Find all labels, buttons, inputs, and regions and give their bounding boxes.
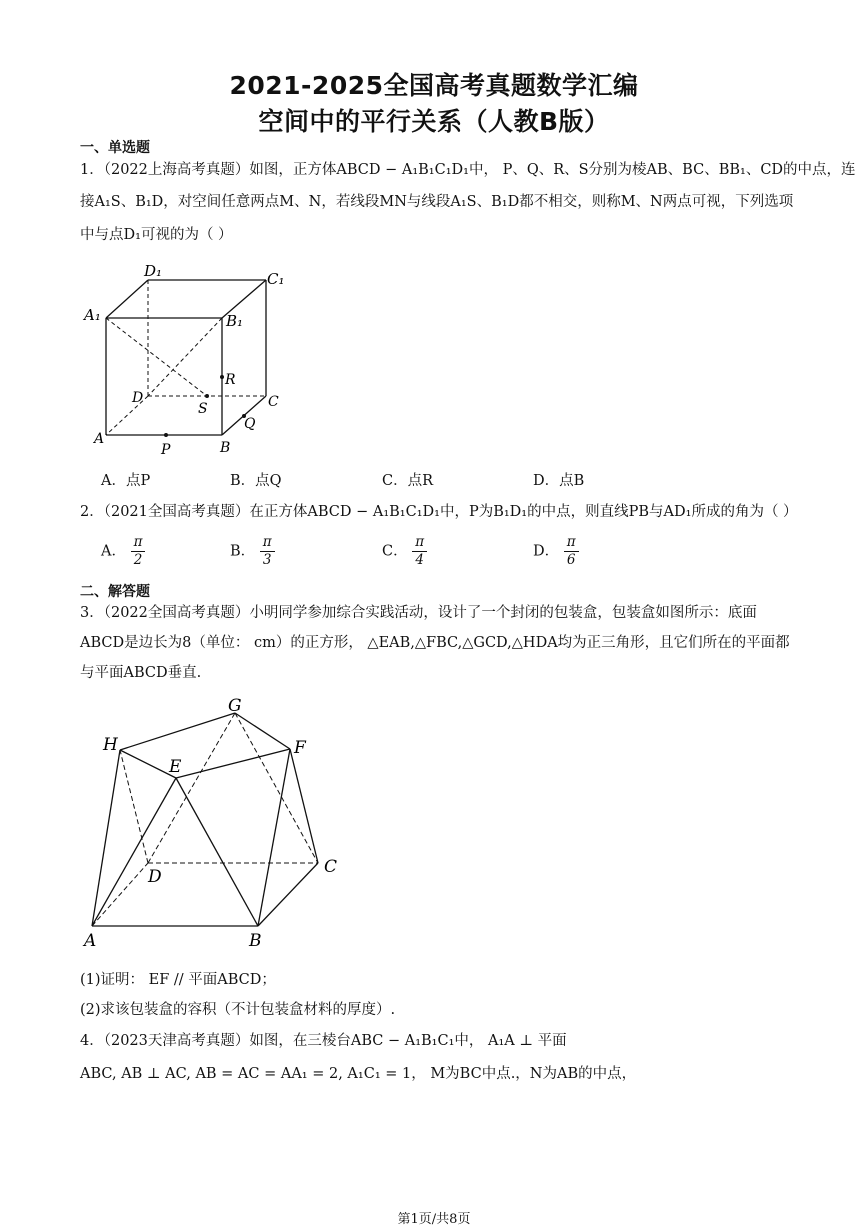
label-d: D <box>132 390 144 406</box>
q1-line-1: 1．（2022上海高考真题）如图，正方体ABCD − A₁B₁C₁D₁中， P、Q、R、S分别为棱AB、BC、BB₁、CD的中点，连 <box>80 162 856 178</box>
q3-part-1: (1)证明： EF // 平面ABCD； <box>80 972 276 988</box>
label-b: B <box>220 440 231 456</box>
q4-line-1: 4．（2023天津高考真题）如图，在三棱台ABC − A₁B₁C₁中， A₁A ⊥ 平面 <box>80 1033 567 1049</box>
q2-option-b-letter: B． <box>230 543 256 560</box>
q2-option-a[interactable] <box>101 534 145 569</box>
q1-option-c[interactable]: C．点R <box>382 473 434 489</box>
point-s <box>205 394 209 398</box>
q2-option-c[interactable] <box>382 534 427 569</box>
q1-line-3: 中与点D₁可视的为（ ） <box>80 227 233 243</box>
label-g: G <box>228 696 242 716</box>
title-line-2: 空间中的平行关系（人教B版） <box>258 107 610 136</box>
q3-package-box-figure <box>80 692 350 952</box>
q1-line-2: 接A₁S、B₁D，对空间任意两点M、N，若线段MN与线段A₁S、B₁D都不相交，则称M、N两点可视，下列选项 <box>80 194 794 210</box>
q1-cube-figure <box>80 258 300 458</box>
q2-line-1: 2．（2021全国高考真题）在正方体ABCD − A₁B₁C₁D₁中，P为B₁D₁的中点，则直线PB与AD₁所成的角为（ ） <box>80 504 798 520</box>
q2-option-c-fraction: $\frac{\pi}{4}$ <box>412 534 427 569</box>
label-e: E <box>169 757 182 777</box>
label-c1: C₁ <box>267 270 285 288</box>
label-a: A <box>94 431 105 447</box>
q2-option-d[interactable] <box>533 534 579 569</box>
section-answer: 二、解答题 <box>80 584 150 600</box>
label-r: R <box>225 372 236 388</box>
page-footer: 第1页/共8页 <box>397 1212 471 1227</box>
q1-option-d[interactable]: D．点B <box>533 473 585 489</box>
q2-option-d-letter: D． <box>533 543 560 560</box>
label-d1: D₁ <box>144 262 163 280</box>
label-p: P <box>161 442 171 458</box>
title-line-1: 2021-2025全国高考真题数学汇编 <box>229 71 639 100</box>
label-d: D <box>148 867 162 887</box>
label-q: Q <box>244 416 256 432</box>
q3-line-1: 3．（2022全国高考真题）小明同学参加综合实践活动，设计了一个封闭的包装盒，包装盒如图所示：底面 <box>80 605 757 621</box>
label-h: H <box>103 735 118 755</box>
label-b: B <box>249 931 262 951</box>
label-c: C <box>324 857 338 877</box>
q4-line-2: ABC, AB ⊥ AC, AB = AC = AA₁ = 2, A₁C₁ = 1， M为BC中点.，N为AB的中点， <box>80 1066 637 1082</box>
point-p <box>164 433 168 437</box>
label-c: C <box>268 394 279 410</box>
label-f: F <box>294 738 306 758</box>
q2-option-b-fraction: $\frac{\pi}{3}$ <box>260 534 275 569</box>
q1-option-a[interactable]: A．点P <box>101 473 151 489</box>
q3-part-2: (2)求该包装盒的容积（不计包装盒材料的厚度）. <box>80 1002 396 1018</box>
q2-option-b[interactable] <box>230 534 275 569</box>
label-s: S <box>198 401 208 417</box>
section-single-choice: 一、单选题 <box>80 140 150 156</box>
q2-option-c-letter: C． <box>382 543 408 560</box>
label-a: A <box>84 931 97 951</box>
label-a1: A₁ <box>84 306 101 324</box>
point-r <box>220 375 224 379</box>
q3-line-2: ABCD是边长为8（单位： cm）的正方形， △EAB,△FBC,△GCD,△HDA均为正三角形，且它们所在的平面都 <box>80 635 790 651</box>
q3-line-3: 与平面ABCD垂直. <box>80 665 202 681</box>
q2-option-a-letter: A． <box>101 543 126 560</box>
label-b1: B₁ <box>226 312 244 330</box>
q1-option-b[interactable]: B．点Q <box>230 473 282 489</box>
q2-option-a-fraction: $\frac{\pi}{2}$ <box>131 534 146 569</box>
q2-option-d-fraction: $\frac{\pi}{6}$ <box>564 534 579 569</box>
